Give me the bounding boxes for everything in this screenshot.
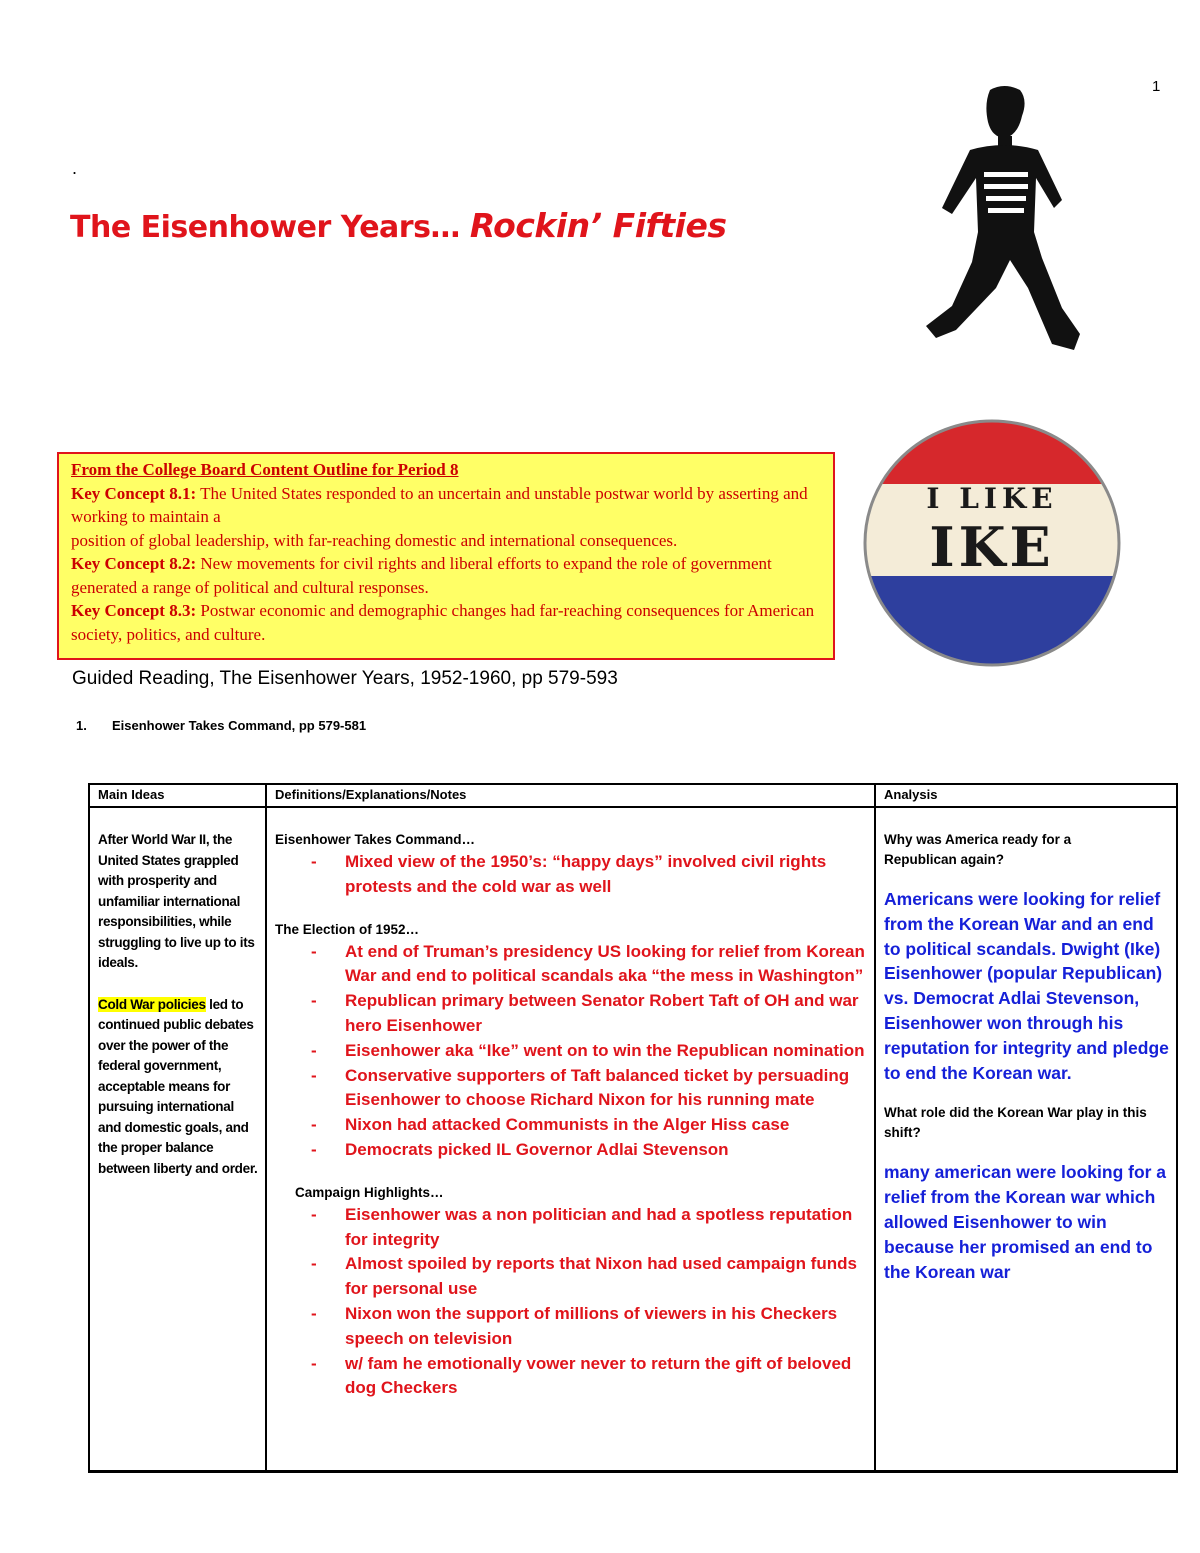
button-text-line1: I LIKE: [926, 482, 1058, 515]
note-item: - Eisenhower aka “Ike” went on to win the Republican nomination: [275, 1039, 868, 1064]
page-title: [70, 206, 727, 245]
key-concept-line: Key Concept 8.3: Postwar economic and demographic changes had far-reaching consequences for American society, politics, and culture.: [71, 601, 815, 644]
note-item: - Nixon won the support of millions of viewers in his Checkers speech on television: [275, 1302, 868, 1352]
note-item: - Mixed view of the 1950’s: “happy days” involved civil rights protests and the cold war as well: [275, 850, 868, 900]
definitions-header: Definitions/Explanations/Notes: [267, 785, 874, 808]
notes-table: [88, 783, 1178, 1473]
note-item: - Republican primary between Senator Robert Taft of OH and war hero Eisenhower: [275, 989, 868, 1039]
definitions-column: [267, 785, 876, 1470]
i-like-ike-button-image: [862, 418, 1122, 668]
analysis-question: What role did the Korean War play in this shift?: [884, 1105, 1147, 1141]
note-item: - w/ fam he emotionally vower never to return the gift of beloved dog Checkers: [275, 1352, 868, 1402]
page-number: 1: [1152, 78, 1161, 95]
notes-subheading: The Election of 1952…: [275, 921, 420, 937]
note-item: - At end of Truman’s presidency US looking for relief from Korean War and end to political scandals aka “the mess in Washington”: [275, 940, 868, 990]
highlighted-term: Cold War policies: [98, 996, 206, 1012]
analysis-header: Analysis: [876, 785, 1176, 808]
stray-mark: .: [72, 158, 78, 178]
main-idea-paragraph: After World War II, the United States grappled with prosperity and unfamiliar international responsibilities, while struggling to live up to its ideals.: [98, 832, 255, 970]
main-ideas-column: [90, 785, 267, 1470]
college-board-outline-box: [57, 452, 835, 660]
analysis-answer: many american were looking for a relief from the Korean war which allowed Eisenhower to win because her promised an end to the Korean war: [884, 1162, 1167, 1282]
section-heading: [76, 718, 366, 733]
main-idea-paragraph: Cold War policies led to continued public debates over the power of the federal government, acceptable means for pursuing international and domestic goals, and the proper balance between liberty and order.: [98, 996, 258, 1176]
note-item: - Democrats picked IL Governor Adlai Stevenson: [275, 1138, 868, 1163]
note-item: - Nixon had attacked Communists in the Alger Hiss case: [275, 1113, 868, 1138]
key-concept-line: Key Concept 8.2: New movements for civil rights and liberal efforts to expand the role of government generated a range of political and cultural responses.: [71, 554, 772, 597]
main-ideas-header: Main Ideas: [90, 785, 265, 808]
key-concept-line: Key Concept 8.1: The United States responded to an uncertain and unstable postwar world by asserting and working to maintain a: [71, 483, 808, 526]
title-main: The Eisenhower Years…: [70, 210, 460, 245]
section-title: Eisenhower Takes Command, pp 579-581: [112, 718, 367, 733]
note-item: - Almost spoiled by reports that Nixon had used campaign funds for personal use: [275, 1252, 868, 1302]
notes-subheading: Eisenhower Takes Command…: [275, 832, 476, 847]
note-item: - Eisenhower was a non politician and had a spotless reputation for integrity: [275, 1203, 868, 1253]
analysis-question: Why was America ready for a Republican again?: [884, 832, 1072, 867]
button-text-line2: IKE: [929, 515, 1055, 579]
analysis-column: [876, 785, 1176, 1470]
college-board-header: From the College Board Content Outline for Period 8: [71, 460, 459, 479]
note-item: - Conservative supporters of Taft balanced ticket by persuading Eisenhower to choose Richard Nixon for his running mate: [275, 1064, 868, 1114]
notes-subheading: Campaign Highlights…: [295, 1184, 444, 1200]
analysis-answer: Americans were looking for relief from the Korean War and an end to political scandals. Dwight (Ike) Eisenhower (popular Republican) vs. Democrat Adlai Stevenson, Eisenhower won through his reputation for integrity and pledge to end the Korean war.: [884, 889, 1169, 1083]
section-number: 1.: [76, 718, 87, 733]
title-sub: Rockin’ Fifties: [469, 206, 727, 245]
guided-reading-title: Guided Reading, The Eisenhower Years, 1952-1960, pp 579-593: [72, 668, 618, 689]
dancer-silhouette-image: [912, 82, 1092, 354]
key-concept-line: position of global leadership, with far-reaching domestic and international consequences.: [71, 530, 678, 550]
